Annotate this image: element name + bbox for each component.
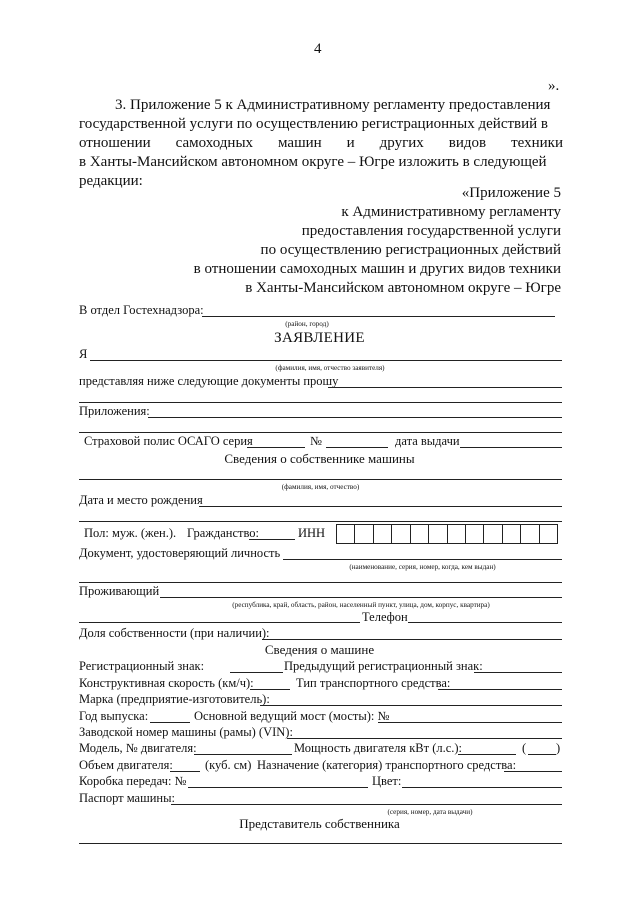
inn-cell[interactable] xyxy=(521,525,539,543)
engine-power-label: Мощность двигателя кВт (л.с.): xyxy=(294,741,463,755)
id-doc-field[interactable] xyxy=(283,559,562,560)
birth-field-2[interactable] xyxy=(79,521,562,522)
osago-number-label: № xyxy=(310,434,322,448)
representative-field[interactable] xyxy=(79,843,562,844)
attachments-field-2[interactable] xyxy=(79,432,562,433)
request-field[interactable] xyxy=(328,387,562,388)
phone-field[interactable] xyxy=(408,622,562,623)
birth-field[interactable] xyxy=(199,506,562,507)
model-engine-field[interactable] xyxy=(194,754,292,755)
residing-label: Проживающий xyxy=(79,584,160,598)
inn-cell[interactable] xyxy=(448,525,466,543)
i-label: Я xyxy=(79,347,88,361)
share-label: Доля собственности (при наличии): xyxy=(79,626,270,640)
osago-date-label: дата выдачи xyxy=(395,434,460,448)
inn-label: ИНН xyxy=(298,526,326,540)
citizenship-field[interactable] xyxy=(249,539,295,540)
gearbox-label: Коробка передач: № xyxy=(79,774,187,788)
caption-passport: (серия, номер, дата выдачи) xyxy=(387,808,473,816)
sex-label: Пол: муж. (жен.). xyxy=(84,526,177,540)
power-paren-open: ( xyxy=(522,741,527,755)
owner-name-field[interactable] xyxy=(79,479,562,480)
year-field[interactable] xyxy=(150,722,190,723)
appendix-line: «Приложение 5 xyxy=(461,185,561,201)
word: самоходных xyxy=(175,135,254,151)
to-dept-label: В отдел Гостехнадзора: xyxy=(79,303,204,317)
vehicle-type-field[interactable] xyxy=(438,689,562,690)
inn-cell[interactable] xyxy=(411,525,429,543)
id-doc-field-2[interactable] xyxy=(79,582,562,583)
applicant-name-field[interactable] xyxy=(90,360,562,361)
design-speed-label: Конструктивная скорость (км/ч): xyxy=(79,676,254,690)
para3-line1: 3. Приложение 5 к Административному регламенту предоставления xyxy=(115,97,551,113)
submit-docs-label: представляя ниже следующие документы прошу xyxy=(79,374,339,388)
engine-power-hp-field[interactable] xyxy=(528,754,556,755)
engine-volume-field[interactable] xyxy=(170,771,200,772)
model-engine-label: Модель, № двигателя: xyxy=(79,741,197,755)
citizenship-label: Гражданство: xyxy=(187,526,260,540)
para3-line4: в Ханты-Мансийском автономном округе – Югре изложить в следующей xyxy=(79,154,547,170)
reg-sign-label: Регистрационный знак: xyxy=(79,659,205,673)
serial-label: Заводской номер машины (рамы) (VIN): xyxy=(79,725,293,739)
make-label: Марка (предприятие-изготовитель): xyxy=(79,692,270,706)
osago-series-field[interactable] xyxy=(247,447,305,448)
caption-fio-applicant: (фамилия, имя, отчество заявителя) xyxy=(275,364,385,372)
color-label: Цвет: xyxy=(372,774,402,788)
word: техники xyxy=(511,135,563,151)
inn-cells[interactable] xyxy=(336,524,558,544)
appendix-line: по осуществлению регистрационных действий xyxy=(260,242,561,258)
request-field-2[interactable] xyxy=(79,402,562,403)
reg-sign-field[interactable] xyxy=(230,672,283,673)
purpose-field[interactable] xyxy=(504,771,562,772)
caption-address: (республика, край, область, район, населенный пункт, улица, дом, корпус, квартира) xyxy=(232,601,490,609)
caption-fio: (фамилия, имя, отчество) xyxy=(281,483,360,491)
year-label: Год выпуска: xyxy=(79,709,149,723)
purpose-label: Назначение (категория) транспортного средства: xyxy=(257,758,517,772)
owner-section-heading: Сведения о собственнике машины xyxy=(224,451,415,466)
engine-power-kw-field[interactable] xyxy=(458,754,516,755)
inn-cell[interactable] xyxy=(540,525,557,543)
appendix-line: в Ханты-Мансийском автономном округе – Югре xyxy=(245,280,561,296)
caption-id-doc: (наименование, серия, номер, когда, кем выдан) xyxy=(349,563,496,571)
vehicle-type-label: Тип транспортного средства: xyxy=(296,676,451,690)
share-field[interactable] xyxy=(262,639,562,640)
inn-cell[interactable] xyxy=(484,525,502,543)
inn-cell[interactable] xyxy=(392,525,410,543)
inn-cell[interactable] xyxy=(503,525,521,543)
id-doc-label: Документ, удостоверяющий личность xyxy=(79,546,281,560)
passport-field[interactable] xyxy=(171,804,562,805)
inn-cell[interactable] xyxy=(355,525,373,543)
machine-section-heading: Сведения о машине xyxy=(264,642,375,657)
osago-date-field[interactable] xyxy=(460,447,562,448)
para3-line3 xyxy=(79,134,563,152)
appendix-line: предоставления государственной услуги xyxy=(301,223,561,239)
birth-label: Дата и место рождения xyxy=(79,493,203,507)
form-title: ЗАЯВЛЕНИЕ xyxy=(274,330,365,346)
power-paren-close: ) xyxy=(556,741,561,755)
word: других xyxy=(379,135,424,151)
make-field[interactable] xyxy=(260,705,562,706)
appendix-line: к Административному регламенту xyxy=(341,204,561,220)
quote-close: ». xyxy=(548,78,560,94)
inn-cell[interactable] xyxy=(337,525,355,543)
gearbox-field[interactable] xyxy=(188,787,368,788)
representative-heading: Представитель собственника xyxy=(239,816,400,831)
inn-cell[interactable] xyxy=(374,525,392,543)
prev-reg-sign-field[interactable] xyxy=(474,672,562,673)
appendix-line: в отношении самоходных машин и других видов техники xyxy=(193,261,561,277)
district-field[interactable] xyxy=(202,316,555,317)
address-field[interactable] xyxy=(160,597,562,598)
caption-district: (район, город) xyxy=(285,320,329,328)
design-speed-field[interactable] xyxy=(250,689,290,690)
word: машин xyxy=(278,135,322,151)
osago-number-field[interactable] xyxy=(326,447,388,448)
word: и xyxy=(346,135,355,151)
attachments-label: Приложения: xyxy=(79,404,150,418)
color-field[interactable] xyxy=(402,787,562,788)
engine-volume-label: Объем двигателя: xyxy=(79,758,173,772)
page-number: 4 xyxy=(314,41,322,57)
osago-series-label: Страховой полис ОСАГО серия xyxy=(84,434,253,448)
passport-label: Паспорт машины: xyxy=(79,791,175,805)
inn-cell[interactable] xyxy=(429,525,447,543)
prev-reg-sign-label: Предыдущий регистрационный знак: xyxy=(284,659,483,673)
word: видов xyxy=(448,135,487,151)
phone-label: Телефон xyxy=(362,610,408,624)
serial-field[interactable] xyxy=(287,738,562,739)
para3-line2: государственной услуги по осуществлению регистрационных действий в xyxy=(79,116,548,132)
drive-axle-field[interactable] xyxy=(378,722,562,723)
word: отношении xyxy=(79,135,151,151)
cc-label: (куб. см) xyxy=(205,758,252,772)
drive-axle-label: Основной ведущий мост (мосты): № xyxy=(194,709,390,723)
attachments-field[interactable] xyxy=(148,417,562,418)
para3-line5: редакции: xyxy=(79,173,143,189)
address-field-2[interactable] xyxy=(79,622,360,623)
inn-cell[interactable] xyxy=(466,525,484,543)
